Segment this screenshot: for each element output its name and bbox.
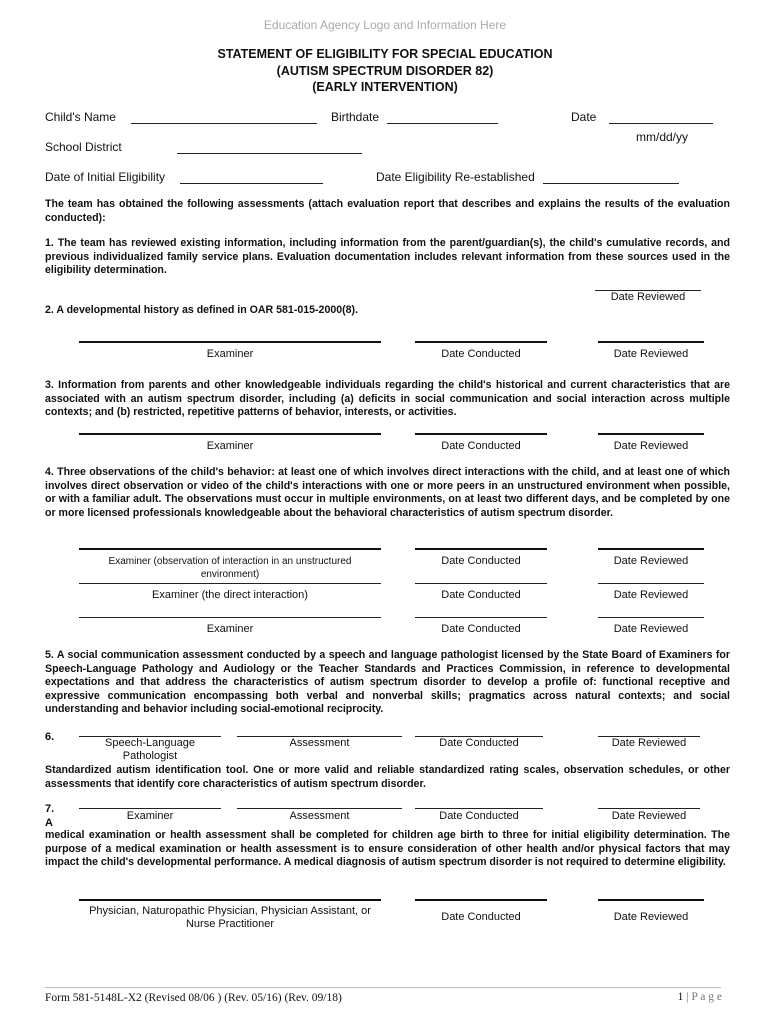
item-1-text: 1. The team has reviewed existing information, including information from the parent/guardian(s), the child's cumulative records, and previous individualized family service plans. Evaluation documentation includes relevant information from these sources used in the eligibility determination. <box>45 237 730 277</box>
date-field[interactable] <box>609 123 713 124</box>
form-number: Form 581-5148L-X2 (Revised 08/06 ) (Rev. 05/16) (Rev. 09/18) <box>45 992 342 1004</box>
item-7-physician-label: Physician, Naturopathic Physician, Physician Assistant, or Nurse Practitioner <box>89 905 371 930</box>
item-2-examiner-label: Examiner <box>206 348 254 360</box>
item-1-date-reviewed-label: Date Reviewed <box>610 291 686 303</box>
page-indicator <box>660 991 722 1003</box>
item-7-assessment-field[interactable] <box>237 808 402 809</box>
item-4-obs-date-reviewed-field[interactable] <box>598 548 704 550</box>
footer-divider <box>45 987 721 988</box>
item-7-physician-field[interactable] <box>79 899 381 901</box>
item-7-phys-date-reviewed-field[interactable] <box>598 899 704 901</box>
logo-placeholder: Education Agency Logo and Information Here <box>263 18 507 32</box>
item-7-number: 7. <box>45 803 55 815</box>
item-6-text: Standardized autism identification tool. One or more valid and reliable standardized rating scales, observation schedules, or other assessments that identify core characteristics of autism spectrum disorder. <box>45 764 730 790</box>
item-4-examiner-observation-label: Examiner (observation of interaction in an unstructured environment) <box>108 556 352 580</box>
item-4-direct-date-reviewed-field[interactable] <box>598 583 704 584</box>
item-4-observer-field[interactable] <box>79 548 381 550</box>
item-2-text: 2. A developmental history as defined in OAR 581-015-2000(8). <box>45 304 359 316</box>
item-7-assessment-label: Assessment <box>289 810 350 822</box>
intro-paragraph: The team has obtained the following assessments (attach evaluation report that describes and explains the results of the evaluation conducted): <box>45 198 730 224</box>
item-2-examiner-field[interactable] <box>79 341 381 343</box>
item-4-third-date-reviewed-field[interactable] <box>598 617 704 618</box>
item-4-text: 4. Three observations of the child's behavior: at least one of which involves direct interactions with the child, and at least one of which involves direct observation or video of the child's interactions with one or more peers in an unstructured environment when possible, or with a familiar adult. The observations must occur in multiple environments, on at least two different days, and be completed by one or more licensed professionals knowledgeable about the behavioral characteristics of autism spectrum disorder. <box>45 466 730 519</box>
item-4-third-date-conducted-label: Date Conducted <box>441 623 521 635</box>
item-3-date-reviewed-field[interactable] <box>598 433 704 435</box>
date-format-hint: mm/dd/yy <box>636 130 689 144</box>
item-2-date-conducted-field[interactable] <box>415 341 547 343</box>
item-4-third-date-reviewed-label: Date Reviewed <box>613 623 689 635</box>
item-7-phys-date-conducted-label: Date Conducted <box>441 911 521 923</box>
item-4-obs-date-conducted-label: Date Conducted <box>441 555 521 567</box>
item-4-direct-examiner-field[interactable] <box>79 583 381 584</box>
page-word: | P a g e <box>686 991 722 1003</box>
item-4-third-examiner-field[interactable] <box>79 617 381 618</box>
item-4-direct-date-conducted-field[interactable] <box>415 583 547 584</box>
item-7-examiner-label: Examiner <box>126 810 174 822</box>
item-4-obs-date-conducted-field[interactable] <box>415 548 547 550</box>
document-subtitle: (AUTISM SPECTRUM DISORDER 82) <box>276 64 494 78</box>
item-3-date-reviewed-label: Date Reviewed <box>613 440 689 452</box>
item-7-letter: A <box>45 817 53 829</box>
reestablished-label: Date Eligibility Re-established <box>376 170 535 184</box>
item-6-date-conducted-label: Date Conducted <box>439 737 519 749</box>
item-7-date-reviewed-field[interactable] <box>598 808 700 809</box>
item-7-phys-date-conducted-field[interactable] <box>415 899 547 901</box>
school-district-label: School District <box>45 140 122 154</box>
document-subtitle-2: (EARLY INTERVENTION) <box>312 80 458 94</box>
item-6-assessment-label: Assessment <box>289 737 350 749</box>
page-number: 1 <box>677 991 684 1003</box>
item-3-examiner-field[interactable] <box>79 433 381 435</box>
item-4-direct-date-reviewed-label: Date Reviewed <box>613 589 689 601</box>
birthdate-field[interactable] <box>387 123 498 124</box>
initial-eligibility-field[interactable] <box>180 183 323 184</box>
item-4-examiner-direct-label: Examiner (the direct interaction) <box>152 589 308 601</box>
item-4-third-date-conducted-field[interactable] <box>415 617 547 618</box>
item-3-text: 3. Information from parents and other knowledgeable individuals regarding the child's historical and current characteristics that are associated with an autism spectrum disorder, including (a) deficits in social communication and social interaction across multiple contexts; and (b) restricted, repetitive patterns of behavior, interests, or activities. <box>45 379 730 419</box>
item-6-date-reviewed-label: Date Reviewed <box>611 737 687 749</box>
item-4-third-examiner-label: Examiner <box>206 623 254 635</box>
item-3-date-conducted-field[interactable] <box>415 433 547 435</box>
item-7-date-conducted-field[interactable] <box>415 808 543 809</box>
item-2-date-reviewed-label: Date Reviewed <box>613 348 689 360</box>
item-6-number: 6. <box>45 731 55 743</box>
item-4-direct-date-conducted-label: Date Conducted <box>441 589 521 601</box>
item-2-date-conducted-label: Date Conducted <box>441 348 521 360</box>
initial-eligibility-label: Date of Initial Eligibility <box>45 170 166 184</box>
school-district-field[interactable] <box>177 153 362 154</box>
item-4-obs-date-reviewed-label: Date Reviewed <box>613 555 689 567</box>
item-7-date-reviewed-label: Date Reviewed <box>611 810 687 822</box>
item-3-date-conducted-label: Date Conducted <box>441 440 521 452</box>
child-name-field[interactable] <box>131 123 317 124</box>
reestablished-field[interactable] <box>543 183 679 184</box>
date-label: Date <box>571 110 597 124</box>
item-3-examiner-label: Examiner <box>206 440 254 452</box>
item-5-text: 5. A social communication assessment conducted by a speech and language pathologist licensed by the State Board of Examiners for Speech-Language Pathology and Audiology or the Teacher Standards and Practices Commission, in reference to developmental expectations and that address the characteristics of autism spectrum disorder to develop a profile of: functional receptive and expressive communication encompassing both verbal and nonverbal skills; pragmatics across natural contexts; and social understanding and behavior including social-emotional reciprocity. <box>45 649 730 716</box>
document-title: STATEMENT OF ELIGIBILITY FOR SPECIAL EDUCATION <box>217 47 553 61</box>
item-7-date-conducted-label: Date Conducted <box>439 810 519 822</box>
child-name-label: Child's Name <box>45 110 116 124</box>
item-7-text: medical examination or health assessment shall be completed for children age birth to three for initial eligibility determination. The purpose of a medical examination or health assessment is to ensure consideration of other health and/or physical factors that may impact the child's developmental performance. A medical diagnosis of autism spectrum disorder is not required to determine eligibility. <box>45 829 730 869</box>
birthdate-label: Birthdate <box>331 110 380 124</box>
item-2-date-reviewed-field[interactable] <box>598 341 704 343</box>
item-7-phys-date-reviewed-label: Date Reviewed <box>613 911 689 923</box>
item-7-examiner-field[interactable] <box>79 808 221 809</box>
item-6-slp-label: Speech-Language Pathologist <box>105 737 195 762</box>
